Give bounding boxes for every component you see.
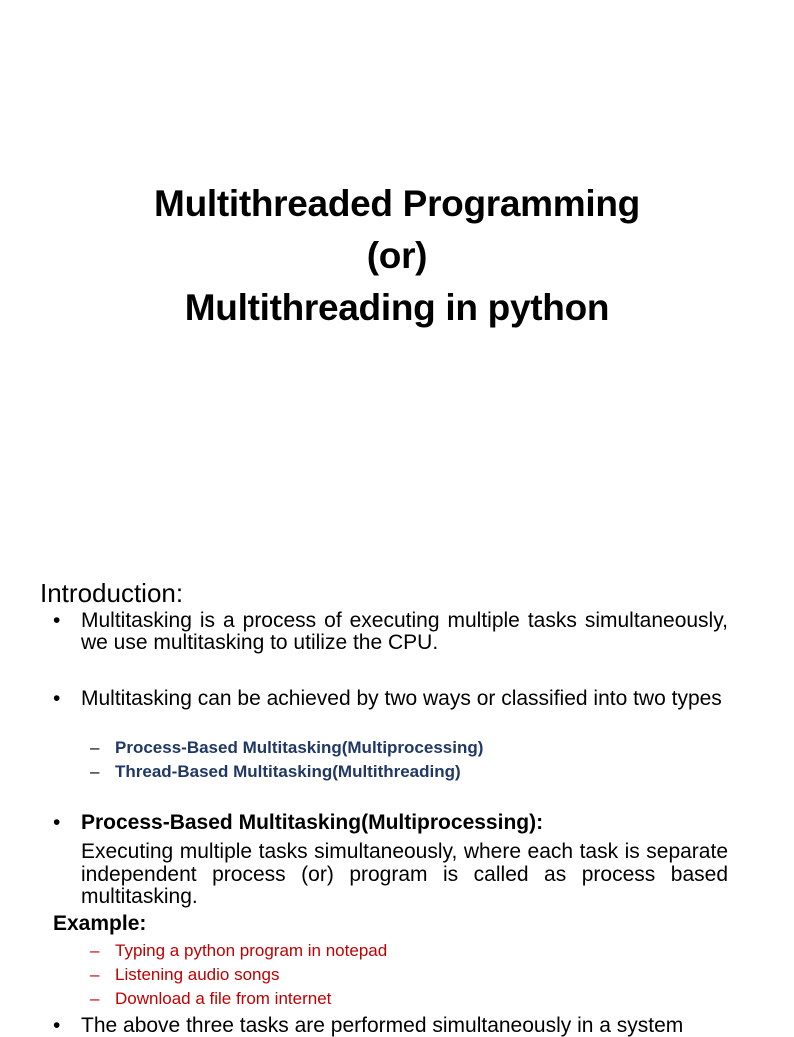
dash-marker: – <box>90 965 100 984</box>
example-item-text: Download a file from internet <box>115 989 332 1008</box>
title-line-1: Multithreaded Programming <box>154 183 640 224</box>
process-based-description: Executing multiple tasks simultaneously, where each task is separate independent process (or) program is called as process based multitasking. <box>81 840 728 908</box>
title-line-2: (or) <box>366 235 428 276</box>
dash-marker: – <box>90 941 100 960</box>
sub-item-text: Process-Based Multitasking(Multiprocessing) <box>115 738 484 757</box>
slide-title <box>0 178 794 334</box>
sub-item-text: Thread-Based Multitasking(Multithreading) <box>115 762 461 781</box>
dash-marker: – <box>90 989 100 1008</box>
bullet-marker: • <box>53 811 61 834</box>
bullet-marker: • <box>53 1014 61 1037</box>
dash-marker: – <box>90 738 100 757</box>
example-item-text: Listening audio songs <box>115 965 280 984</box>
content-slide <box>0 540 768 1037</box>
example-label: Example: <box>53 912 147 935</box>
bullet-text: Multitasking is a process of executing multiple tasks simultaneously, we use multitasking to utilize the CPU. <box>81 609 728 654</box>
bullet-text: The above three tasks are performed simultaneously in a system <box>81 1014 684 1037</box>
section-heading: Introduction: <box>40 578 184 608</box>
bullet-marker: • <box>53 609 61 632</box>
title-line-3: Multithreading in python <box>184 287 610 328</box>
bullet-text: Multitasking can be achieved by two ways or classified into two types <box>81 687 722 710</box>
example-item-text: Typing a python program in notepad <box>115 941 388 960</box>
bullet-heading: Process-Based Multitasking(Multiprocessing): <box>81 811 544 834</box>
bullet-marker: • <box>53 687 61 710</box>
dash-marker: – <box>90 762 100 781</box>
